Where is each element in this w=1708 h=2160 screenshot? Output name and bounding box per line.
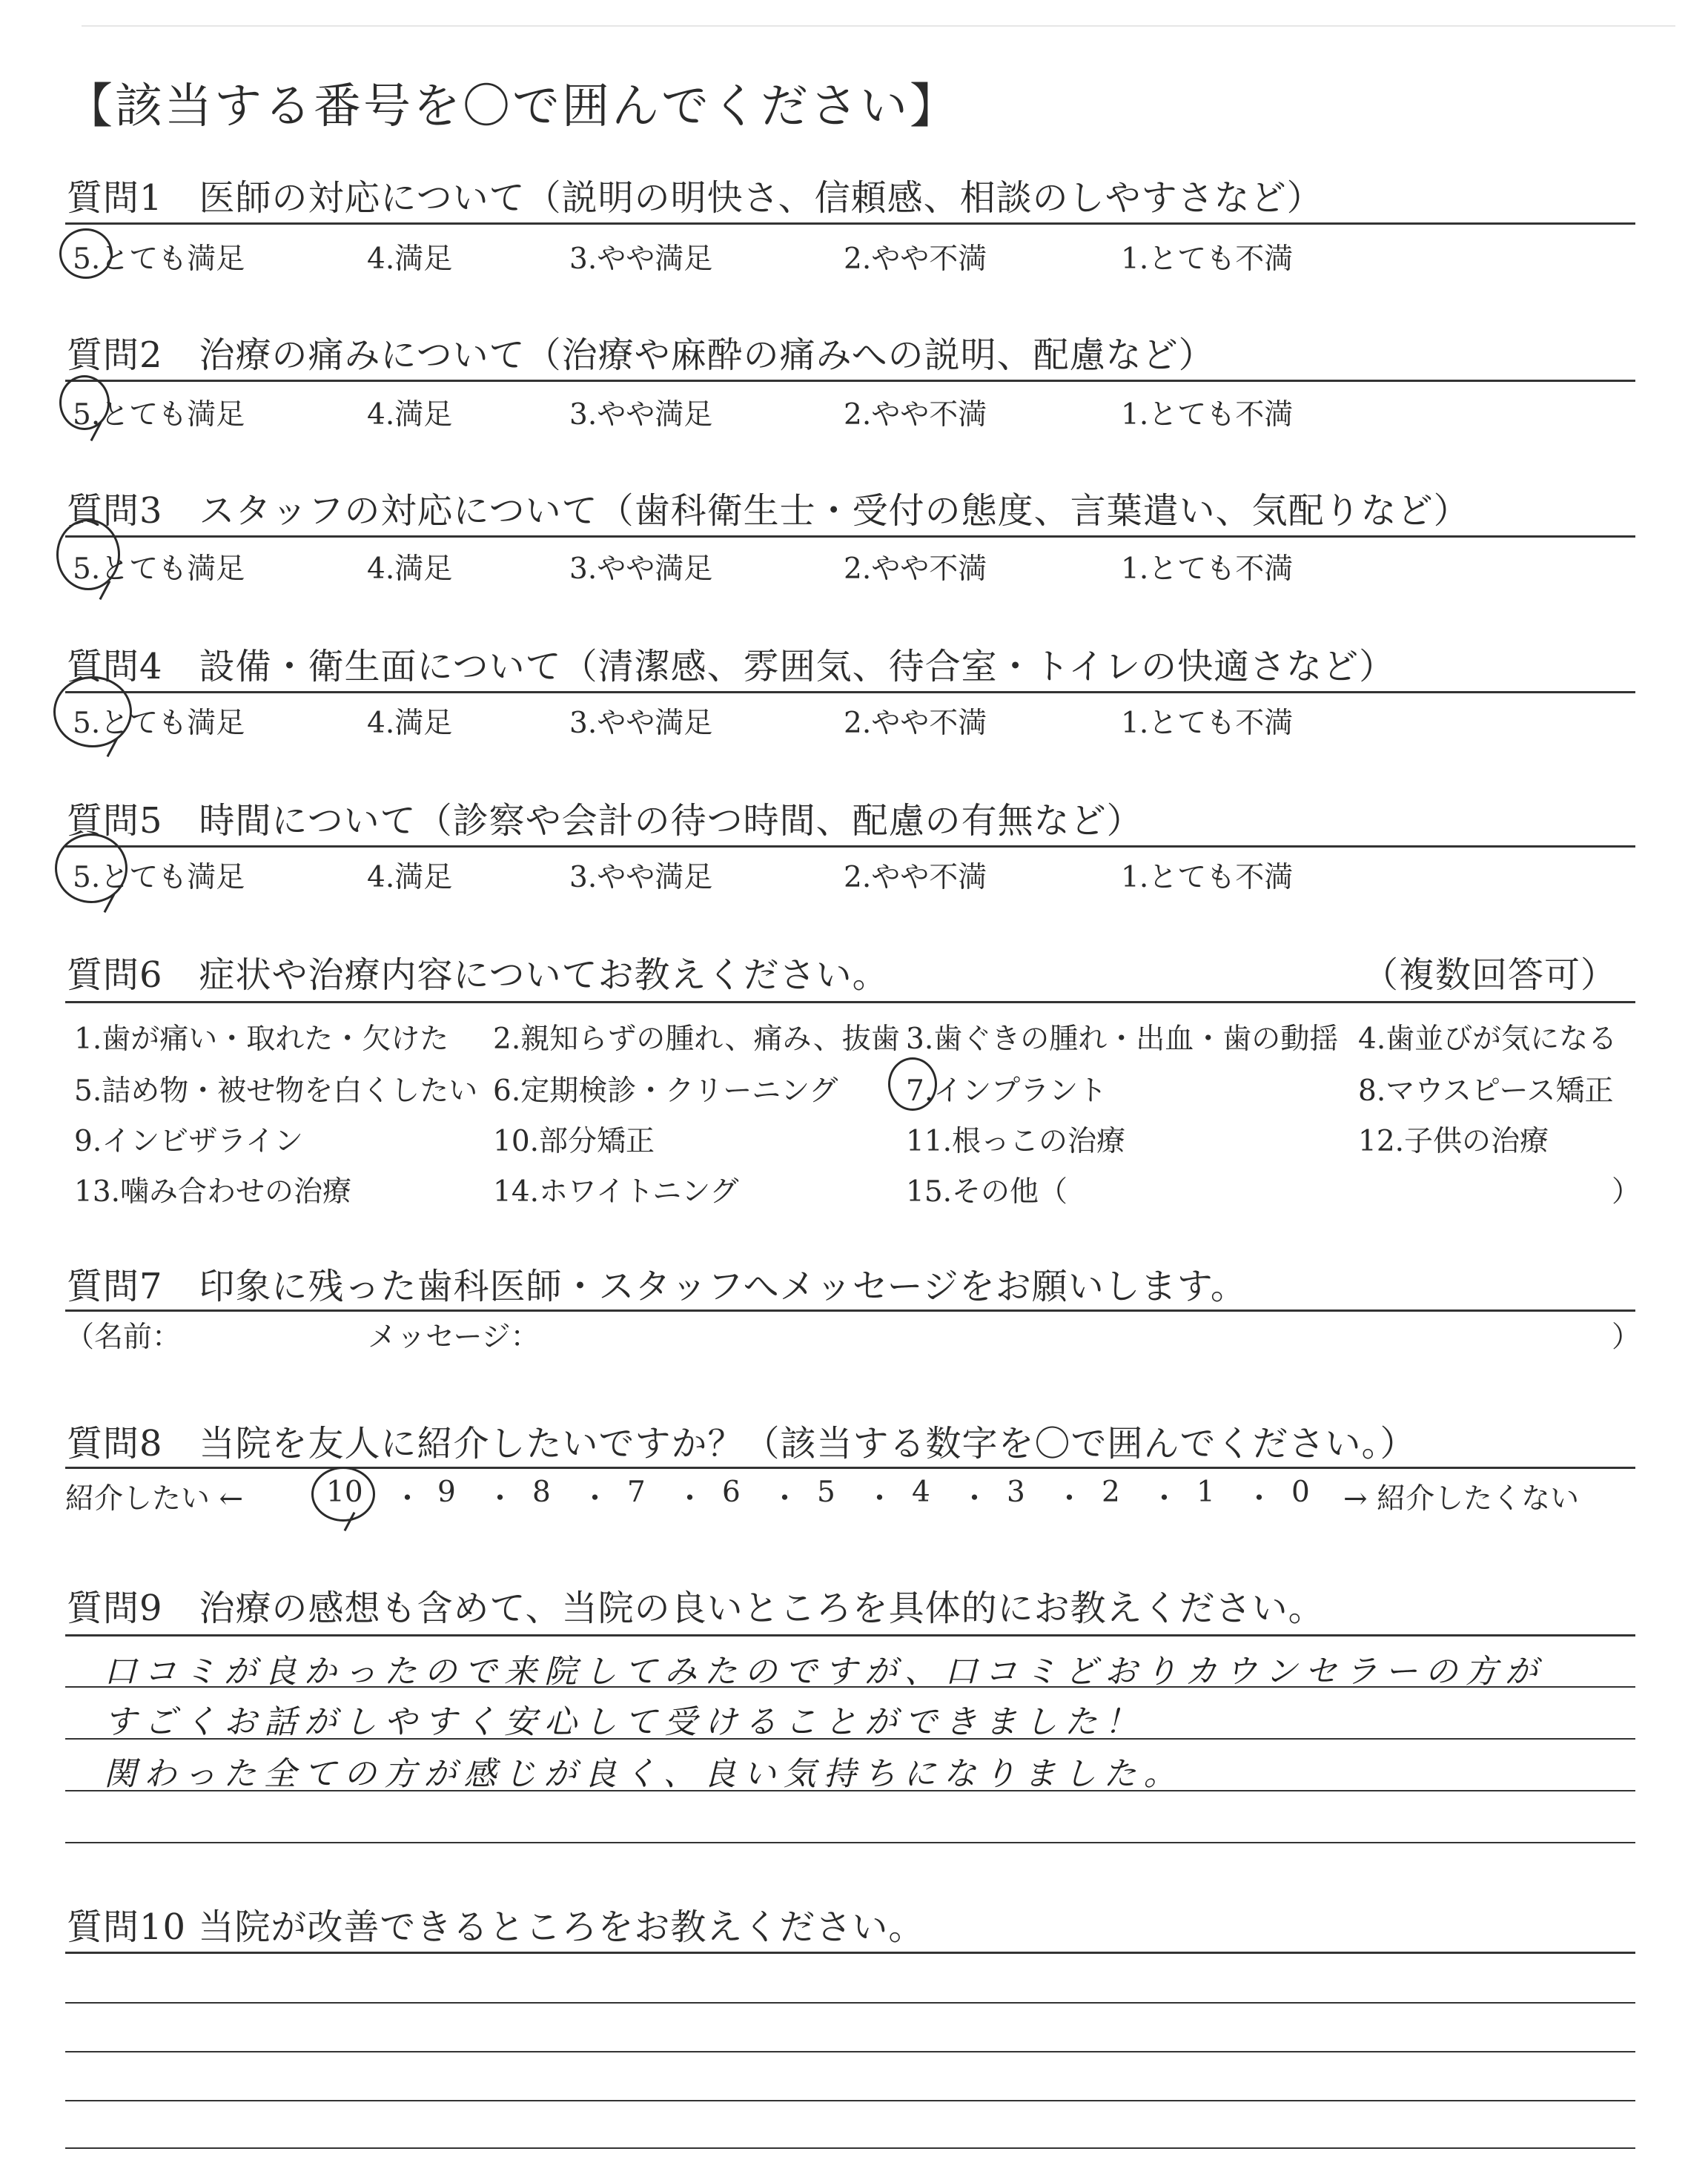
symptom-option-6[interactable]: 6.定期検診・クリーニング <box>493 1074 838 1108</box>
scale-separator: ・ <box>770 1482 800 1516</box>
rating-option-3[interactable]: 3.やや満足 <box>569 552 713 586</box>
scale-separator: ・ <box>960 1482 990 1516</box>
rating-option-5[interactable]: 5.とても満足 <box>73 707 245 740</box>
rating-option-3[interactable]: 3.やや満足 <box>569 398 713 432</box>
scale-6[interactable]: 6 <box>722 1476 741 1509</box>
symptom-option-9[interactable]: 9.インビザライン <box>74 1125 304 1158</box>
question-text: 質問6 症状や治療内容についてお教えください。 <box>67 954 889 996</box>
symptom-option-14[interactable]: 14.ホワイトニング <box>493 1175 739 1209</box>
answer-line <box>65 2002 1635 2004</box>
selection-circle <box>59 375 110 430</box>
scale-separator: ・ <box>486 1482 515 1516</box>
symptom-option-4[interactable]: 4.歯並びが気になる <box>1358 1023 1618 1056</box>
rating-option-4[interactable]: 4.満足 <box>367 552 453 586</box>
rating-option-5[interactable]: 5.とても満足 <box>73 861 245 894</box>
rating-option-4[interactable]: 4.満足 <box>367 707 453 740</box>
handwritten-answer-line-3: 関わった全ての方が感じが良く、良い気持ちになりました。 <box>104 1755 1184 1793</box>
rating-option-5[interactable]: 5.とても満足 <box>73 398 245 432</box>
rating-option-5[interactable]: 5.とても満足 <box>73 242 245 276</box>
symptom-option-15[interactable]: 15.その他（ <box>906 1175 1068 1209</box>
question-underline <box>65 691 1635 693</box>
rating-option-2[interactable]: 2.やや不満 <box>844 242 987 276</box>
answer-line <box>65 2147 1635 2149</box>
scale-separator: ・ <box>675 1482 705 1516</box>
question-text: 質問10 当院が改善できるところをお教えください。 <box>67 1906 925 1948</box>
rating-option-2[interactable]: 2.やや不満 <box>844 398 987 432</box>
scale-7[interactable]: 7 <box>627 1476 646 1509</box>
scale-2[interactable]: 2 <box>1102 1476 1120 1509</box>
scale-10[interactable]: 10 <box>326 1476 363 1509</box>
selection-circle <box>311 1467 375 1522</box>
rating-option-4[interactable]: 4.満足 <box>367 398 453 432</box>
question-underline <box>65 1309 1635 1312</box>
answer-line <box>65 2100 1635 2101</box>
rating-option-3[interactable]: 3.やや満足 <box>569 242 713 276</box>
survey-instruction-title: 【該当する番号を〇で囲んでください】 <box>65 79 959 134</box>
selection-circle <box>55 833 128 903</box>
question-underline <box>65 1001 1635 1003</box>
scale-3[interactable]: 3 <box>1007 1476 1025 1509</box>
rating-option-4[interactable]: 4.満足 <box>367 861 453 894</box>
scale-9[interactable]: 9 <box>437 1476 456 1509</box>
message-closing-paren: ） <box>1612 1321 1641 1354</box>
question-underline <box>65 222 1635 225</box>
scale-1[interactable]: 1 <box>1196 1476 1215 1509</box>
rating-option-4[interactable]: 4.満足 <box>367 242 453 276</box>
recommend-right-label: → 紹介したくない <box>1343 1482 1580 1516</box>
question-text: 質問3 スタッフの対応について（歯科衛生士・受付の態度、言葉遣い、気配りなど） <box>67 490 1470 532</box>
question-underline <box>65 1634 1635 1636</box>
selection-circle <box>59 228 113 279</box>
question-text: 質問5 時間について（診察や会計の待つ時間、配慮の有無など） <box>67 800 1143 842</box>
symptom-option-5[interactable]: 5.詰め物・被せ物を白くしたい <box>74 1074 478 1108</box>
symptom-option-1[interactable]: 1.歯が痛い・取れた・欠けた <box>74 1023 449 1056</box>
scale-separator: ・ <box>580 1482 610 1516</box>
question-text: 質問2 治療の痛みについて（治療や麻酔の痛みへの説明、配慮など） <box>67 334 1215 376</box>
question-text: 質問4 設備・衛生面について（清潔感、雰囲気、待合室・トイレの快適さなど） <box>67 646 1396 687</box>
rating-option-5[interactable]: 5.とても満足 <box>73 552 245 586</box>
message-label: メッセージ： <box>368 1321 540 1354</box>
rating-option-1[interactable]: 1.とても不満 <box>1121 707 1294 740</box>
symptom-option-11[interactable]: 11.根っこの治療 <box>906 1125 1126 1158</box>
multiple-answer-note: （複数回答可） <box>1363 954 1618 996</box>
rating-option-1[interactable]: 1.とても不満 <box>1121 398 1294 432</box>
rating-option-3[interactable]: 3.やや満足 <box>569 861 713 894</box>
rating-option-1[interactable]: 1.とても不満 <box>1121 552 1294 586</box>
top-edge-line <box>82 25 1675 27</box>
symptom-option-13[interactable]: 13.噛み合わせの治療 <box>74 1175 352 1209</box>
selection-circle <box>56 519 120 590</box>
symptom-option-3[interactable]: 3.歯ぐきの腫れ・出血・歯の動揺 <box>906 1023 1339 1056</box>
question-underline <box>65 845 1635 848</box>
symptom-option-8[interactable]: 8.マウスピース矯正 <box>1358 1074 1614 1108</box>
symptom-option-7[interactable]: 7.インプラント <box>906 1074 1108 1108</box>
scale-separator: ・ <box>393 1482 423 1516</box>
selection-circle <box>53 676 132 747</box>
question-underline <box>65 535 1635 538</box>
question-underline <box>65 1952 1635 1954</box>
symptom-option-12[interactable]: 12.子供の治療 <box>1358 1125 1549 1158</box>
selection-circle <box>888 1057 937 1111</box>
scale-separator: ・ <box>1055 1482 1085 1516</box>
scale-8[interactable]: 8 <box>532 1476 551 1509</box>
handwritten-answer-line-1: 口コミが良かったので来院してみたのですが、口コミどおりカウンセラーの方が <box>104 1653 1545 1691</box>
question-text: 質問1 医師の対応について（説明の明快さ、信頼感、相談のしやすさなど） <box>67 177 1323 219</box>
scale-separator: ・ <box>1245 1482 1274 1516</box>
rating-option-3[interactable]: 3.やや満足 <box>569 707 713 740</box>
other-closing-paren: ） <box>1612 1175 1641 1209</box>
answer-line <box>65 1842 1635 1843</box>
scale-0[interactable]: 0 <box>1291 1476 1310 1509</box>
question-text: 質問9 治療の感想も含めて、当院の良いところを具体的にお教えください。 <box>67 1588 1325 1629</box>
scale-5[interactable]: 5 <box>817 1476 835 1509</box>
handwritten-answer-line-2: すごくお話がしやすく安心して受けることができました！ <box>104 1703 1145 1741</box>
scale-separator: ・ <box>1150 1482 1179 1516</box>
name-label: （名前： <box>65 1321 182 1354</box>
recommend-left-label: 紹介したい ← <box>65 1482 244 1516</box>
rating-option-1[interactable]: 1.とても不満 <box>1121 861 1294 894</box>
question-underline <box>65 1467 1635 1469</box>
question-text: 質問7 印象に残った歯科医師・スタッフへメッセージをお願いします。 <box>67 1266 1247 1307</box>
symptom-option-10[interactable]: 10.部分矯正 <box>493 1125 655 1158</box>
scale-separator: ・ <box>865 1482 895 1516</box>
rating-option-1[interactable]: 1.とても不満 <box>1121 242 1294 276</box>
symptom-option-2[interactable]: 2.親知らずの腫れ、痛み、抜歯 <box>493 1023 900 1056</box>
answer-line <box>65 2051 1635 2052</box>
question-text: 質問8 当院を友人に紹介したいですか？（該当する数字を〇で囲んでください。） <box>67 1423 1417 1464</box>
rating-option-2[interactable]: 2.やや不満 <box>844 861 987 894</box>
scale-4[interactable]: 4 <box>912 1476 930 1509</box>
rating-option-2[interactable]: 2.やや不満 <box>844 707 987 740</box>
rating-option-2[interactable]: 2.やや不満 <box>844 552 987 586</box>
question-underline <box>65 380 1635 382</box>
